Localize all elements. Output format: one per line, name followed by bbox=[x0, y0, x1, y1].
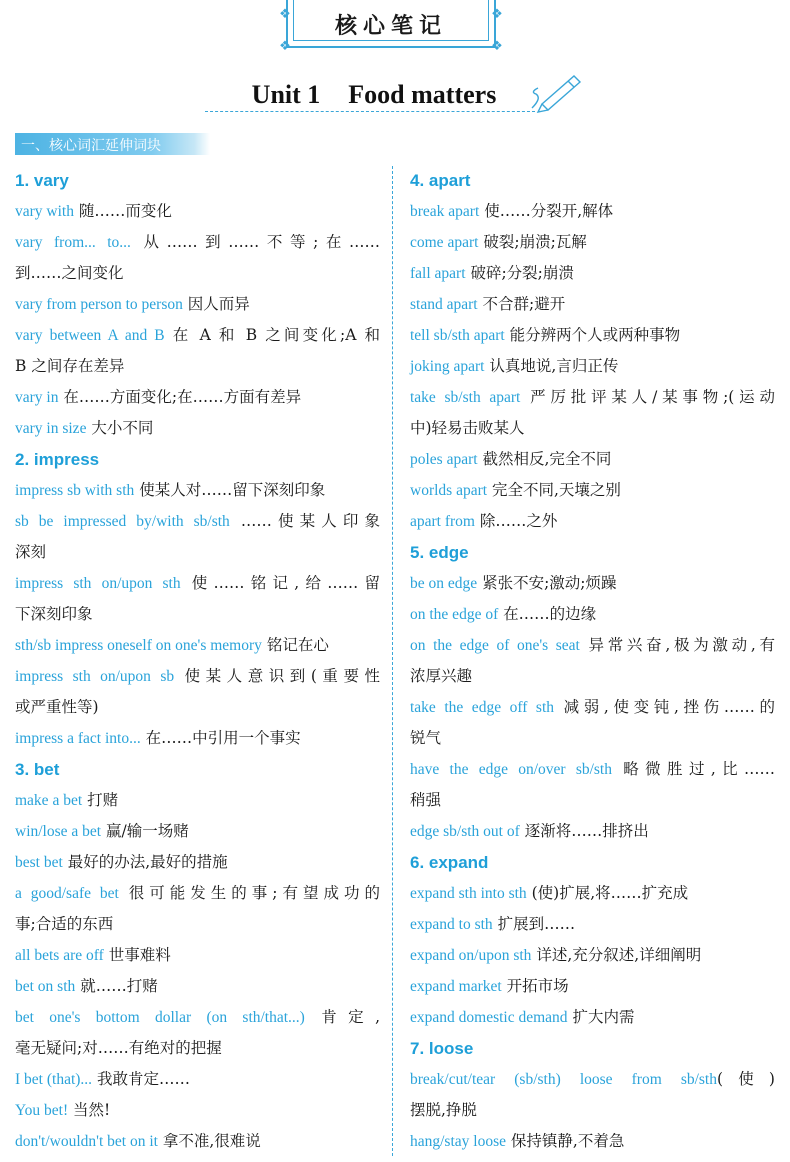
phrase-en: break/cut/tear (sb/sth) loose from sb/sth bbox=[410, 1071, 717, 1088]
phrase-en: vary with bbox=[15, 203, 74, 220]
phrase-zh: (使)扩展,将……扩充成 bbox=[526, 884, 689, 902]
unit-number: Unit 1 bbox=[251, 80, 321, 109]
phrase-en: hang/stay loose bbox=[410, 1133, 506, 1150]
phrase-zh: 中)轻易击败某人 bbox=[410, 419, 525, 437]
phrase-en: win/lose a bet bbox=[15, 823, 102, 840]
phrase-line bbox=[410, 785, 775, 816]
header-title: 核心笔记 bbox=[334, 14, 447, 39]
unit-name: Food matters bbox=[348, 80, 497, 109]
phrase-en: expand on/upon sth bbox=[410, 947, 532, 964]
phrase-en: tell sb/sth apart bbox=[410, 327, 505, 344]
phrase-line bbox=[15, 785, 380, 816]
phrase-zh: 使……铭记,给……留 bbox=[180, 574, 380, 592]
phrase-zh: 截然相反,完全不同 bbox=[477, 450, 612, 468]
phrase-en: expand to sth bbox=[410, 916, 493, 933]
phrase-zh: 在……的边缘 bbox=[498, 605, 597, 623]
entry-heading: 5. edge bbox=[410, 543, 469, 562]
phrase-zh: 随……而变化 bbox=[73, 202, 172, 220]
phrase-line bbox=[15, 1126, 380, 1157]
phrase-line bbox=[410, 227, 775, 258]
phrase-en: on the edge of bbox=[410, 606, 499, 623]
phrase-line bbox=[410, 971, 775, 1002]
phrase-zh: 大小不同 bbox=[86, 419, 154, 437]
phrase-zh: 到……之间变化 bbox=[15, 264, 124, 282]
phrase-line bbox=[410, 382, 775, 413]
phrase-zh: ……使某人印象 bbox=[229, 512, 380, 530]
phrase-line bbox=[15, 630, 380, 661]
phrase-en: all bets are off bbox=[15, 947, 104, 964]
phrase-zh: 因人而异 bbox=[182, 295, 250, 313]
phrase-line bbox=[410, 475, 775, 506]
phrase-zh: 使某人对……留下深刻印象 bbox=[134, 481, 326, 499]
phrase-line bbox=[410, 289, 775, 320]
phrase-zh: 逐渐将……排挤出 bbox=[519, 822, 649, 840]
phrase-line bbox=[15, 847, 380, 878]
phrase-zh: 紧张不安;激动;烦躁 bbox=[477, 574, 617, 592]
phrase-line bbox=[15, 723, 380, 754]
phrase-zh: 毫无疑问;对……有绝对的把握 bbox=[15, 1039, 222, 1057]
phrase-line bbox=[15, 413, 380, 444]
phrase-zh: 从……到……不等;在…… bbox=[130, 233, 380, 251]
phrase-en: be on edge bbox=[410, 575, 478, 592]
phrase-en: best bet bbox=[15, 854, 63, 871]
ornament-icon: ❖ bbox=[491, 7, 503, 22]
phrase-en: vary from... to... bbox=[15, 234, 131, 251]
phrase-line bbox=[15, 599, 380, 630]
phrase-en: bet on sth bbox=[15, 978, 76, 995]
phrase-zh: 铭记在心 bbox=[261, 636, 329, 654]
phrase-zh: 就……打赌 bbox=[75, 977, 158, 995]
phrase-en: impress sth on/upon sb bbox=[15, 668, 175, 685]
phrase-line bbox=[15, 661, 380, 692]
phrase-line bbox=[410, 196, 775, 227]
phrase-en: impress sth on/upon sth bbox=[15, 575, 181, 592]
phrase-zh: 我敢肯定…… bbox=[92, 1070, 190, 1088]
title-underline bbox=[205, 111, 535, 112]
left-column bbox=[15, 165, 380, 1157]
unit-title bbox=[0, 80, 748, 110]
phrase-en: a good/safe bet bbox=[15, 885, 119, 902]
phrase-line bbox=[15, 196, 380, 227]
phrase-zh: 稍强 bbox=[410, 791, 442, 809]
phrase-zh: 浓厚兴趣 bbox=[410, 667, 473, 685]
phrase-en: joking apart bbox=[410, 358, 485, 375]
phrase-line bbox=[410, 1095, 775, 1126]
phrase-en: take sb/sth apart bbox=[410, 389, 521, 406]
phrase-line bbox=[410, 909, 775, 940]
phrase-en: take the edge off sth bbox=[410, 699, 555, 716]
phrase-line bbox=[410, 723, 775, 754]
phrase-line bbox=[15, 1064, 380, 1095]
phrase-zh: 破裂;崩溃;瓦解 bbox=[478, 233, 587, 251]
phrase-en: I bet (that)... bbox=[15, 1071, 93, 1088]
phrase-zh: 除……之外 bbox=[474, 512, 558, 530]
pen-icon bbox=[528, 70, 584, 114]
phrase-en: break apart bbox=[410, 203, 480, 220]
phrase-zh: 事;合适的东西 bbox=[15, 915, 114, 933]
phrase-zh: 肯定, bbox=[304, 1008, 380, 1026]
phrase-en: expand sth into sth bbox=[410, 885, 527, 902]
phrase-en: make a bet bbox=[15, 792, 83, 809]
phrase-en: You bet! bbox=[15, 1102, 69, 1119]
phrase-line bbox=[15, 320, 380, 351]
phrase-line bbox=[15, 1095, 380, 1126]
section-label: 一、核心词汇延伸词块 bbox=[21, 138, 161, 154]
phrase-line bbox=[15, 816, 380, 847]
entry-heading: 7. loose bbox=[410, 1039, 474, 1058]
phrase-zh: (使) bbox=[717, 1070, 775, 1088]
phrase-line bbox=[410, 1002, 775, 1033]
right-column bbox=[410, 165, 775, 1157]
section-band bbox=[15, 133, 210, 155]
phrase-en: expand market bbox=[410, 978, 502, 995]
entry-heading: 6. expand bbox=[410, 853, 489, 872]
phrase-en: vary in size bbox=[15, 420, 87, 437]
phrase-zh: 在……方面变化;在……方面有差异 bbox=[58, 388, 302, 406]
phrase-line bbox=[410, 630, 775, 661]
phrase-line bbox=[15, 971, 380, 1002]
phrase-en: have the edge on/over sb/sth bbox=[410, 761, 612, 778]
phrase-zh: 摆脱,挣脱 bbox=[410, 1101, 477, 1119]
phrase-zh: 开拓市场 bbox=[501, 977, 569, 995]
phrase-en: vary in bbox=[15, 389, 59, 406]
phrase-zh: 当然! bbox=[68, 1101, 111, 1119]
phrase-line bbox=[410, 599, 775, 630]
phrase-line bbox=[410, 258, 775, 289]
phrase-line bbox=[15, 289, 380, 320]
phrase-zh: 认真地说,言归正传 bbox=[484, 357, 619, 375]
phrase-en: sth/sb impress oneself on one's memory bbox=[15, 637, 262, 654]
phrase-en: edge sb/sth out of bbox=[410, 823, 520, 840]
phrase-zh: 下深刻印象 bbox=[15, 605, 93, 623]
phrase-en: on the edge of one's seat bbox=[410, 637, 580, 654]
phrase-en: worlds apart bbox=[410, 482, 488, 499]
phrase-zh: 使某人意识到(重要性 bbox=[174, 667, 380, 685]
phrase-line bbox=[15, 940, 380, 971]
phrase-line bbox=[15, 878, 380, 909]
phrase-line bbox=[410, 940, 775, 971]
phrase-zh: 使……分裂开,解体 bbox=[479, 202, 614, 220]
phrase-line bbox=[410, 1126, 775, 1157]
ornament-icon: ❖ bbox=[279, 39, 291, 54]
phrase-zh: 能分辨两个人或两种事物 bbox=[504, 326, 681, 344]
phrase-en: impress sb with sth bbox=[15, 482, 135, 499]
phrase-zh: 最好的办法,最好的措施 bbox=[62, 853, 228, 871]
phrase-en: fall apart bbox=[410, 265, 466, 282]
phrase-zh: 保持镇静,不着急 bbox=[506, 1132, 625, 1150]
ornament-icon: ❖ bbox=[279, 7, 291, 22]
phrase-zh: 很可能发生的事;有望成功的 bbox=[118, 884, 380, 902]
phrase-zh: 世事难料 bbox=[103, 946, 171, 964]
phrase-zh: 破碎;分裂;崩溃 bbox=[465, 264, 574, 282]
entry-heading: 4. apart bbox=[410, 171, 471, 190]
phrase-line bbox=[15, 909, 380, 940]
header-banner bbox=[279, 0, 503, 54]
phrase-line bbox=[15, 1033, 380, 1064]
phrase-zh: 或严重性等) bbox=[15, 698, 99, 716]
phrase-line bbox=[15, 1002, 380, 1033]
phrase-line bbox=[15, 692, 380, 723]
phrase-en: bet one's bottom dollar (on sth/that...) bbox=[15, 1009, 305, 1026]
phrase-zh: 打赌 bbox=[82, 791, 119, 809]
phrase-line bbox=[15, 227, 380, 258]
phrase-line bbox=[410, 878, 775, 909]
phrase-line bbox=[410, 661, 775, 692]
phrase-en: come apart bbox=[410, 234, 479, 251]
phrase-en: sb be impressed by/with sb/sth bbox=[15, 513, 230, 530]
phrase-line bbox=[15, 382, 380, 413]
column-divider bbox=[392, 166, 393, 1156]
phrase-line bbox=[15, 475, 380, 506]
phrase-zh: 赢/输一场赌 bbox=[101, 822, 189, 840]
phrase-line bbox=[410, 1064, 775, 1095]
phrase-line bbox=[410, 754, 775, 785]
phrase-en: apart from bbox=[410, 513, 475, 530]
phrase-line bbox=[15, 537, 380, 568]
phrase-line bbox=[410, 506, 775, 537]
phrase-en: poles apart bbox=[410, 451, 478, 468]
phrase-line bbox=[15, 506, 380, 537]
phrase-zh: 深刻 bbox=[15, 543, 47, 561]
phrase-line bbox=[410, 816, 775, 847]
phrase-zh: 不合群;避开 bbox=[477, 295, 566, 313]
phrase-zh: 在……中引用一个事实 bbox=[140, 729, 301, 747]
phrase-line bbox=[410, 568, 775, 599]
phrase-line bbox=[410, 692, 775, 723]
phrase-en: expand domestic demand bbox=[410, 1009, 568, 1026]
phrase-line bbox=[410, 320, 775, 351]
phrase-line bbox=[410, 351, 775, 382]
entry-heading: 1. vary bbox=[15, 171, 69, 190]
entry-heading: 2. impress bbox=[15, 450, 100, 469]
phrase-en: stand apart bbox=[410, 296, 478, 313]
phrase-en: vary from person to person bbox=[15, 296, 183, 313]
phrase-zh: 在 A 和 B 之间变化;A 和 bbox=[164, 326, 381, 344]
phrase-zh: 严厉批评某人/某事物;(运动 bbox=[520, 388, 775, 406]
phrase-line bbox=[410, 413, 775, 444]
phrase-line bbox=[410, 444, 775, 475]
phrase-zh: 锐气 bbox=[410, 729, 442, 747]
phrase-line bbox=[15, 351, 380, 382]
phrase-zh: 扩大内需 bbox=[567, 1008, 635, 1026]
phrase-zh: B 之间存在差异 bbox=[15, 357, 125, 375]
phrase-line bbox=[15, 568, 380, 599]
ornament-icon: ❖ bbox=[491, 39, 503, 54]
phrase-line bbox=[15, 258, 380, 289]
phrase-en: impress a fact into... bbox=[15, 730, 141, 747]
phrase-zh: 减弱,使变钝,挫伤……的 bbox=[554, 698, 775, 716]
phrase-zh: 详述,充分叙述,详细阐明 bbox=[531, 946, 702, 964]
phrase-zh: 扩展到…… bbox=[492, 915, 576, 933]
phrase-en: vary between A and B bbox=[15, 327, 165, 344]
phrase-zh: 完全不同,天壤之别 bbox=[487, 481, 621, 499]
phrase-zh: 异常兴奋,极为激动,有 bbox=[579, 636, 775, 654]
entry-heading: 3. bet bbox=[15, 760, 60, 779]
phrase-en: don't/wouldn't bet on it bbox=[15, 1133, 158, 1150]
phrase-zh: 略微胜过,比…… bbox=[612, 760, 775, 778]
phrase-zh: 拿不准,很难说 bbox=[157, 1132, 261, 1150]
